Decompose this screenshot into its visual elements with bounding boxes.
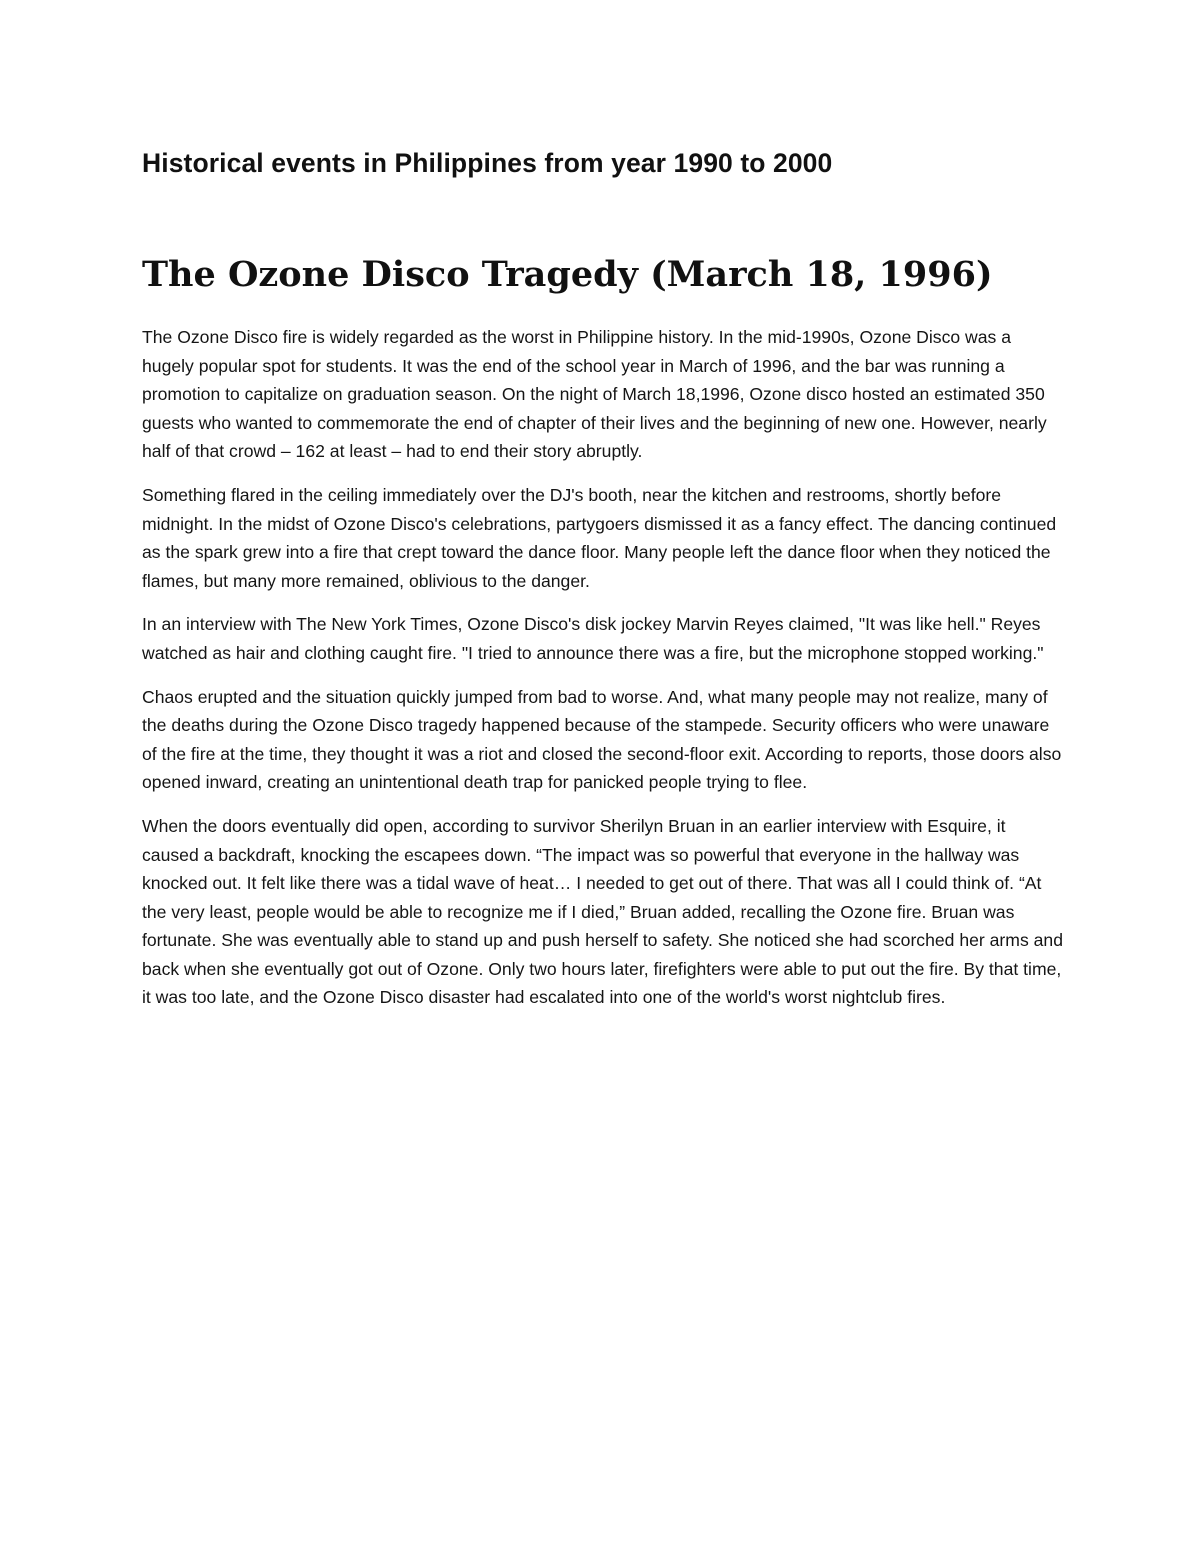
paragraph-fire-start: Something flared in the ceiling immediately over the DJ's booth, near the kitchen and restrooms, shortly before midnight. In the midst of Ozone Disco's celebrations, partygoers dismissed it as a fancy effect. The dancing continued as the spark grew into a fire that crept toward the dance floor. Many people left the dance floor when they noticed the flames, but many more remained, oblivious to the danger. [142, 484, 1057, 591]
paragraph-intro: The Ozone Disco fire is widely regarded as the worst in Philippine history. In the mid-1990s, Ozone Disco was a hugely popular spot for students. It was the end of the school year in March of 1996, and the bar was running a promotion to capitalize on graduation season. On the night of March 18,1996, Ozone disco hosted an estimated 350 guests who wanted to commemorate the end of chapter of their lives and the beginning of new one. However, nearly half of that crowd – 162 at least – had to end their story abruptly. [142, 327, 1047, 462]
article-body [142, 323, 1064, 1027]
paragraph-survivor-account: When the doors eventually did open, according to survivor Sherilyn Bruan in an earlier interview with Esquire, it caused a backdraft, knocking the escapees down. “The impact was so powerful that everyone in the hallway was knocked out. It felt like there was a tidal wave of heat… I needed to get out of there. That was all I could think of. “At the very least, people would be able to recognize me if I died,” Bruan added, recalling the Ozone fire. Bruan was fortunate. She was eventually able to stand up and push herself to safety. She noticed she had scorched her arms and back when she eventually got out of Ozone. Only two hours later, firefighters were able to put out the fire. By that time, it was too late, and the Ozone Disco disaster had escalated into one of the world's worst nightclub fires. [142, 815, 1063, 1008]
paragraph-dj-interview: In an interview with The New York Times, Ozone Disco's disk jockey Marvin Reyes claimed, "It was like hell." Reyes watched as hair and clothing caught fire. "I tried to announce there was a fire, but the microphone stopped working." [142, 614, 1044, 663]
paragraph-stampede: Chaos erupted and the situation quickly jumped from bad to worse. And, what many people may not realize, many of the deaths during the Ozone Disco tragedy happened because of the stampede. Security officers who were unaware of the fire at the time, they thought it was a riot and closed the second-floor exit. According to reports, those doors also opened inward, creating an unintentional death trap for panicked people trying to flee. [142, 686, 1062, 793]
document-title: Historical events in Philippines from year 1990 to 2000 [142, 148, 833, 178]
section-heading: The Ozone Disco Tragedy (March 18, 1996) [142, 254, 993, 295]
